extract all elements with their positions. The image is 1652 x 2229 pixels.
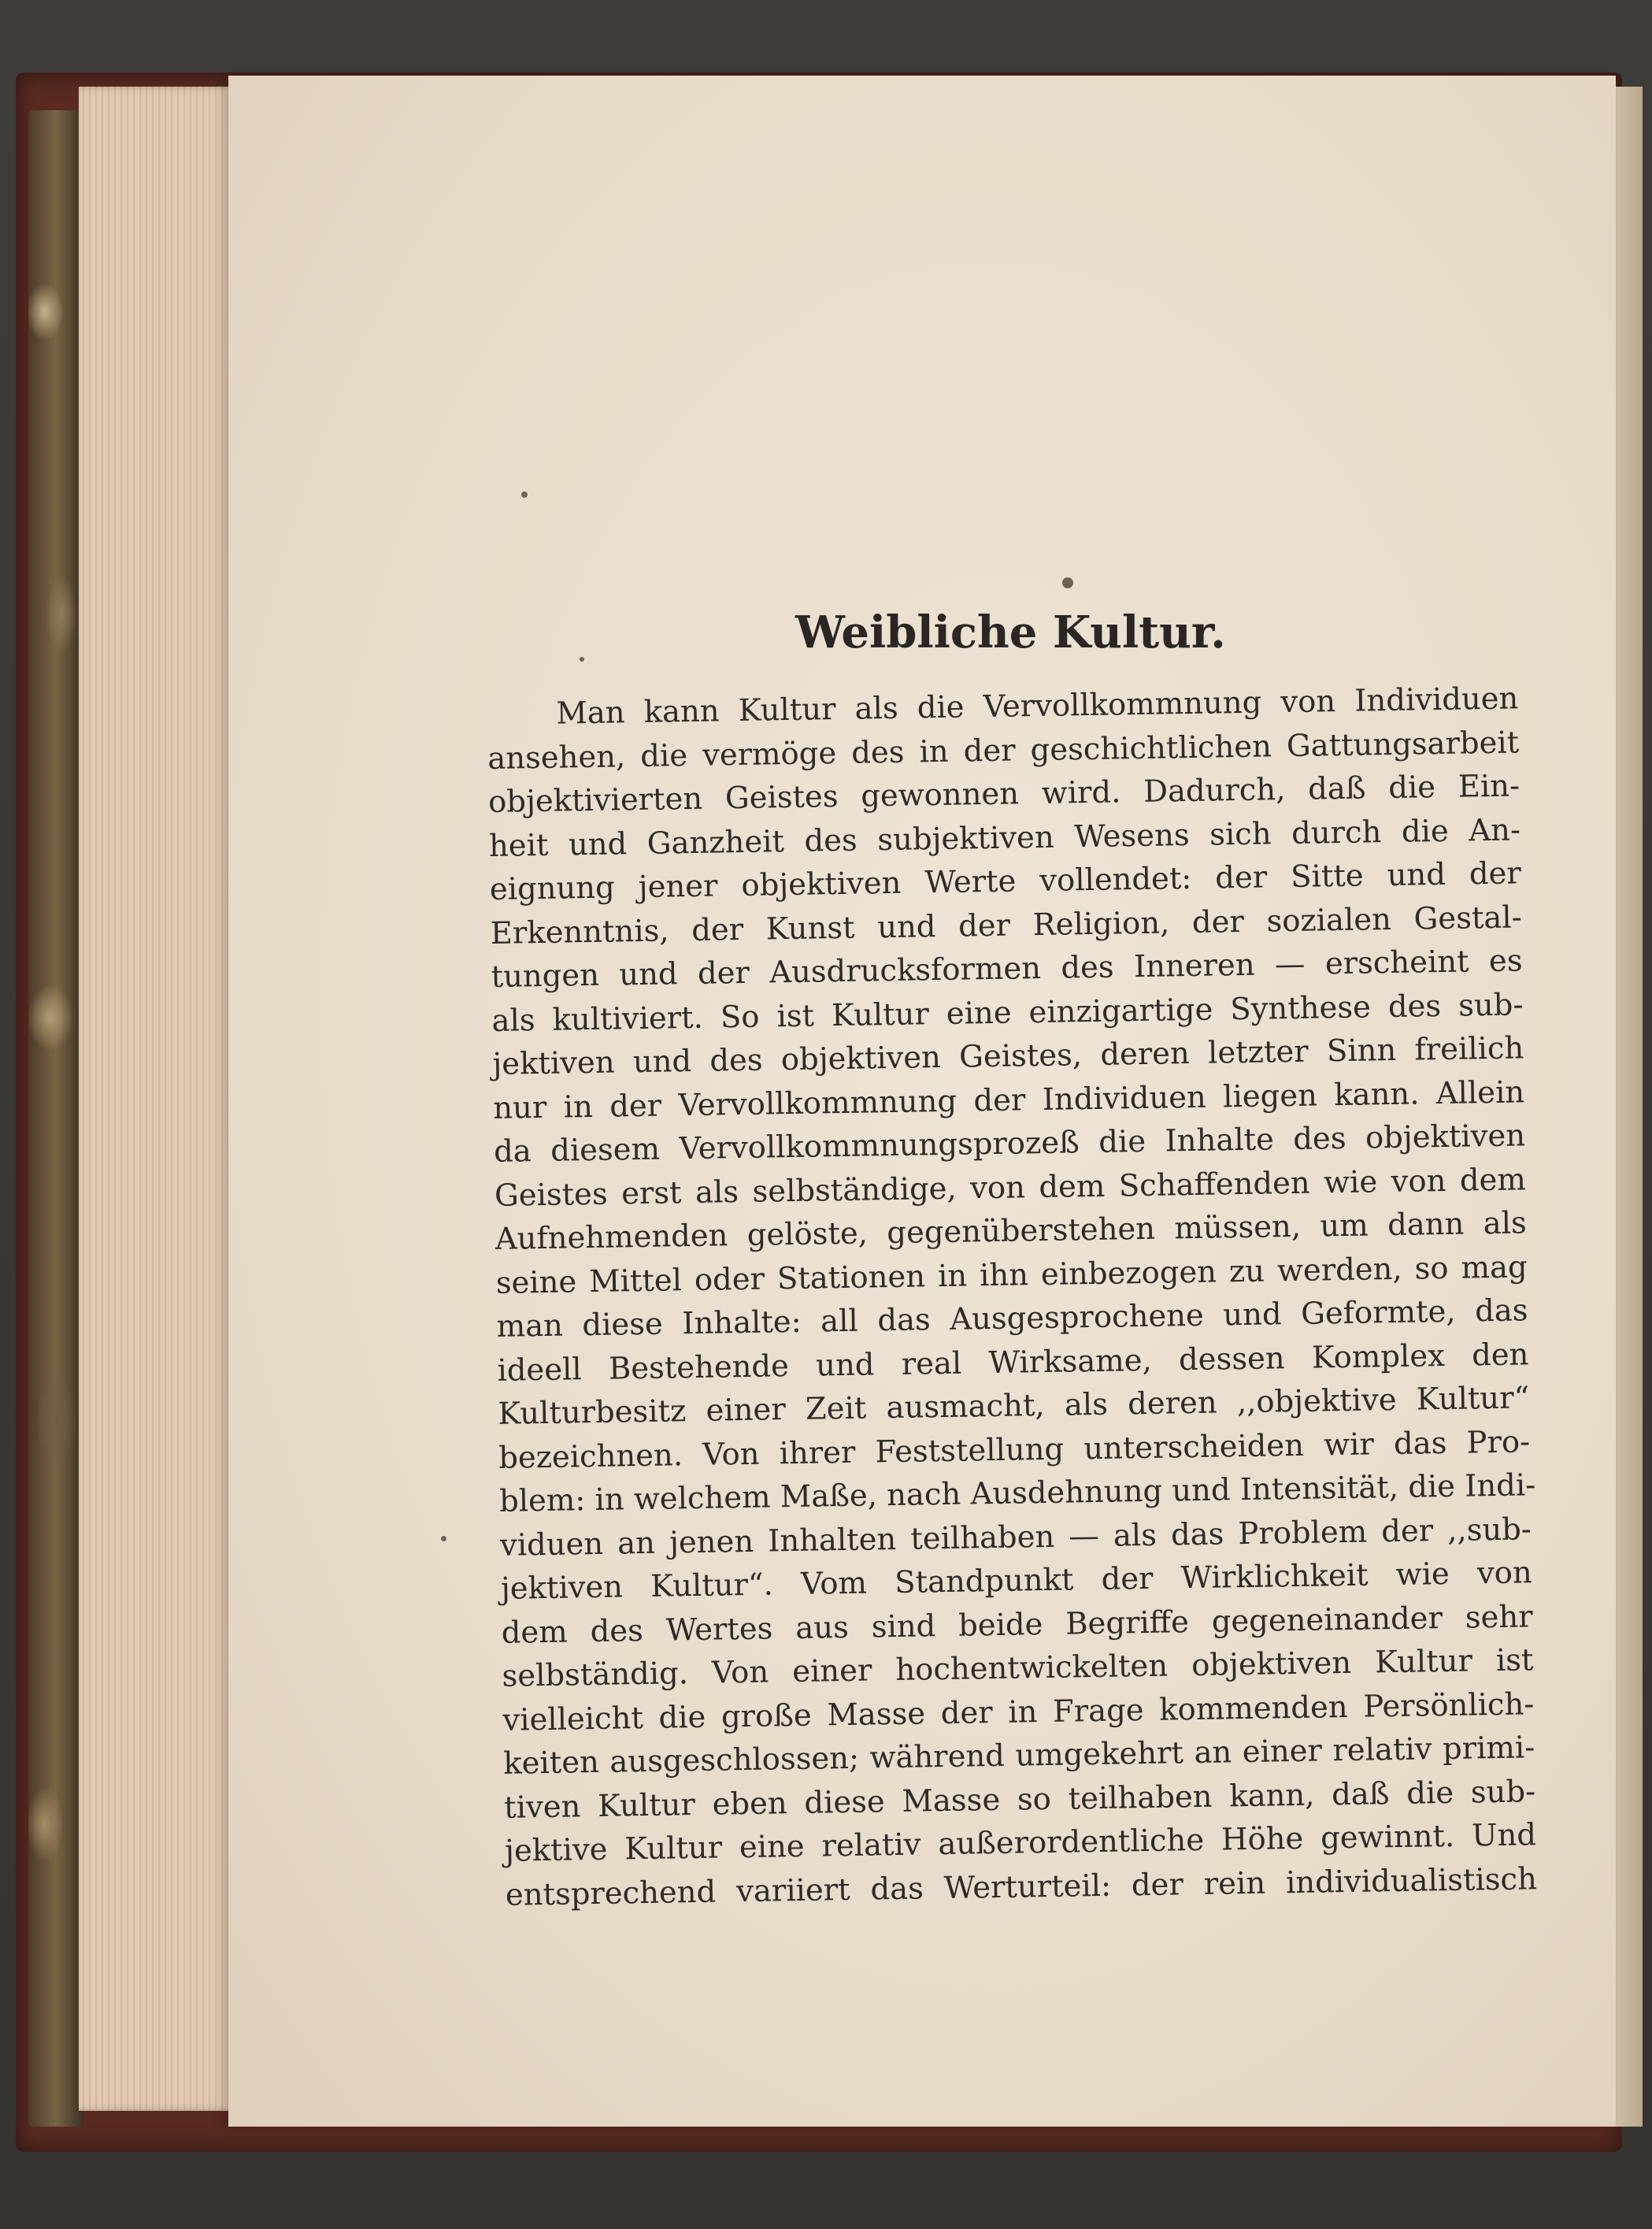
- paper-speck: [441, 1536, 446, 1541]
- text-line: viduen an jenen Inhalten teilhaben — als das Problem der ,,sub-: [499, 1511, 1532, 1563]
- text-line: selbständig. Von einer hochentwickelten objektiven Kultur ist: [502, 1642, 1534, 1694]
- text-line: eignung jener objektiven Werte vollendet: der Sitte und der: [489, 855, 1522, 907]
- text-line: blem: in welchem Maße, nach Ausdehnung und Intensität, die Indi-: [498, 1467, 1536, 1519]
- text-line: Geistes erst als selbständige, von dem Schaffenden wie von dem: [494, 1161, 1527, 1214]
- text-line: nur in der Vervollkommnung der Individuen liegen kann. Allein: [492, 1074, 1525, 1126]
- text-line: seine Mittel oder Stationen in ihn einbezogen zu werden, so mag: [495, 1248, 1528, 1301]
- text-line: ansehen, die vermöge des in der geschichtlichen Gattungsarbeit: [487, 724, 1520, 777]
- paper-speck: [580, 657, 584, 662]
- text-line: jektiven und des objektiven Geistes, deren letzter Sinn freilich: [492, 1030, 1524, 1082]
- text-line: jektiven Kultur“. Vom Standpunkt der Wirklichkeit wie von: [500, 1555, 1533, 1607]
- text-line: da diesem Vervollkommnungsprozeß die Inhalte des objektiven: [493, 1118, 1526, 1170]
- text-line: dem des Wertes aus sind beide Begriffe gegeneinander sehr: [501, 1598, 1533, 1651]
- paper-speck: [521, 491, 528, 498]
- text-line: vielleicht die große Masse der in Frage kommenden Persönlich-: [502, 1686, 1535, 1738]
- text-line: Erkenntnis, der Kunst und der Religion, der sozialen Gestal-: [490, 899, 1522, 951]
- marbled-binding: [28, 110, 83, 2127]
- text-line: jektive Kultur eine relativ außerordentliche Höhe gewinnt. Und: [504, 1817, 1537, 1869]
- text-line: ideell Bestehende und real Wirksame, dessen Komplex den: [497, 1336, 1529, 1389]
- text-line: heit und Ganzheit des subjektiven Wesens sich durch die An-: [488, 811, 1521, 864]
- text-line: bezeichnen. Von ihrer Feststellung unterscheiden wir das Pro-: [498, 1423, 1531, 1476]
- text-line: entsprechend variiert das Werturteil: der rein individualistisch: [505, 1860, 1538, 1913]
- text-line: Man kann Kultur als die Vervollkommnung von Individuen: [556, 681, 1519, 732]
- text-line: objektivierten Geistes gewonnen wird. Dadurch, daß die Ein-: [487, 768, 1521, 820]
- text-line: tungen und der Ausdrucksformen des Inneren — erscheint es: [491, 943, 1523, 995]
- text-line: tiven Kultur eben diese Masse so teilhaben kann, daß die sub-: [503, 1773, 1536, 1826]
- text-line: man diese Inhalte: all das Ausgesprochene und Geformte, das: [496, 1293, 1528, 1344]
- body-paragraph: [487, 677, 1537, 1916]
- chapter-title: Weibliche Kultur.: [795, 606, 1226, 658]
- text-line: keiten ausgeschlossen; während umgekehrt an einer relativ primi-: [503, 1730, 1535, 1782]
- text-line: Aufnehmenden gelöste, gegenüberstehen müssen, um dann als: [494, 1205, 1528, 1257]
- paper-speck: [1062, 577, 1073, 588]
- text-line: Kulturbesitz einer Zeit ausmacht, als deren ,,objektive Kultur“: [498, 1380, 1530, 1432]
- text-line: als kultiviert. So ist Kultur eine einzigartige Synthese des sub-: [491, 986, 1524, 1039]
